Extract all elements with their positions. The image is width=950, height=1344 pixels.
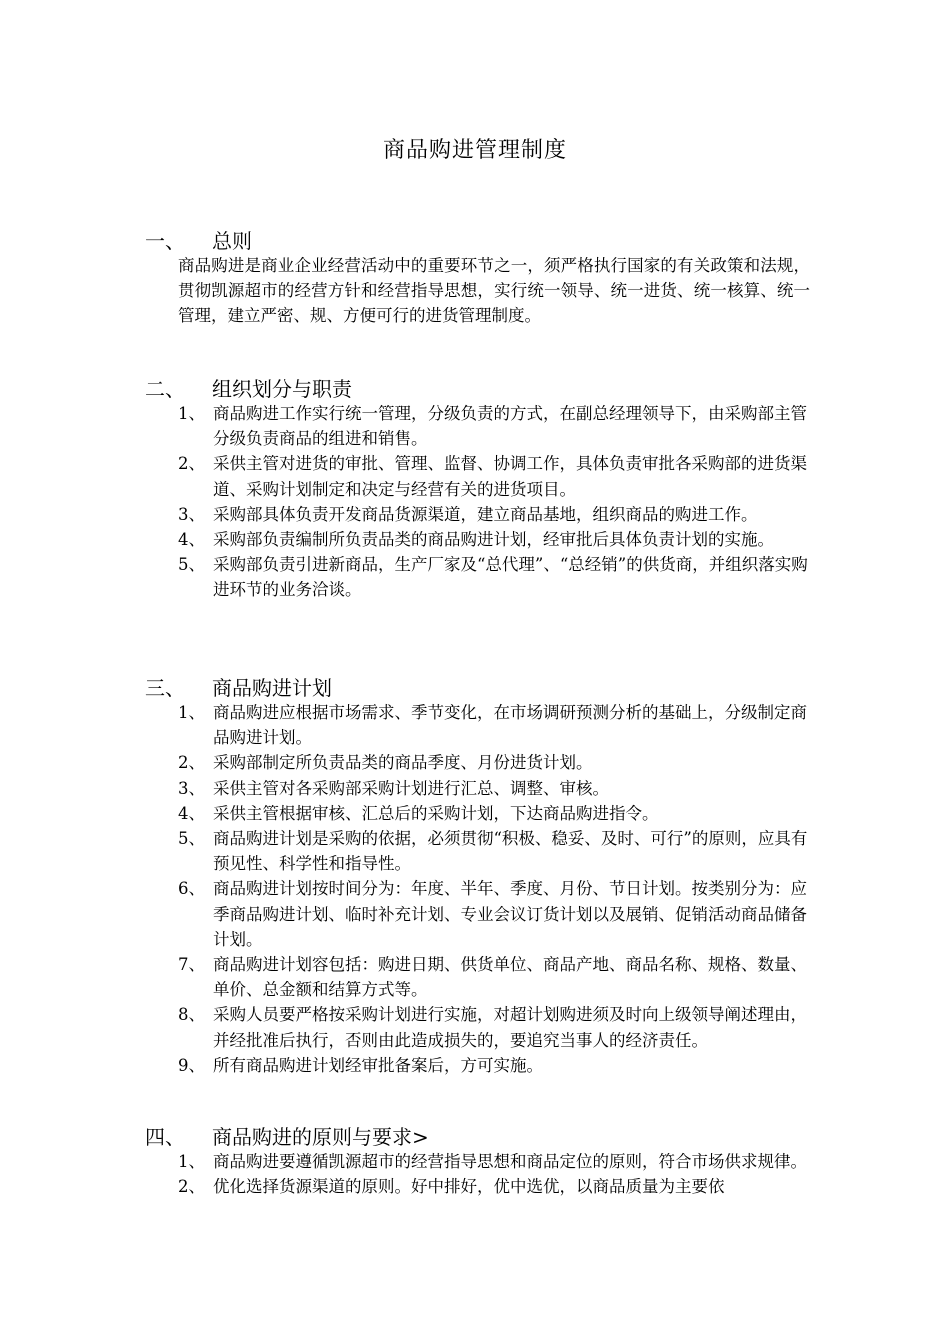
section-heading xyxy=(0,373,950,401)
item-text: 商品购进要遵循凯源超市的经营指导思想和商品定位的原则，符合市场供求规律。 xyxy=(213,1152,807,1171)
list-item xyxy=(0,801,950,826)
section-principles xyxy=(0,1121,950,1199)
item-text: 商品购进计划是采购的依据，必须贯彻“积极、稳妥、及时、可行”的原则，应具有预见性、科学性和指导性。 xyxy=(213,829,808,874)
section-title: 商品购进的原则与要求> xyxy=(212,1125,429,1149)
item-text: 优化选择货源渠道的原则。好中排好，优中选优，以商品质量为主要依 xyxy=(213,1177,725,1197)
document-title: 商品购进管理制度 xyxy=(382,138,567,163)
item-text: 采购部负责编制所负责品类的商品购进计划，经审批后具体负责计划的实施。 xyxy=(213,530,774,550)
item-text: 采供主管对进货的审批、管理、监督、协调工作，具体负责审批各采购部的进货渠道、采购计划制定和决定与经营有关的进货项目。 xyxy=(213,454,807,499)
section-title: 总则 xyxy=(212,229,252,253)
item-number: 5、 xyxy=(178,555,205,575)
list-item xyxy=(0,401,950,451)
item-text: 采供主管对各采购部采购计划进行汇总、调整、审核。 xyxy=(213,778,609,798)
item-text: 采购部具体负责开发商品货源渠道，建立商品基地，组织商品的购进工作。 xyxy=(213,504,758,524)
item-number: 8、 xyxy=(178,1005,205,1025)
item-number: 7、 xyxy=(178,955,205,975)
list-item xyxy=(0,451,950,501)
section-general xyxy=(0,225,950,329)
section-title: 商品购进计划 xyxy=(212,676,332,700)
list-item xyxy=(0,750,950,775)
section-heading xyxy=(0,225,950,253)
item-text: 采购部制定所负责品类的商品季度、月份进货计划。 xyxy=(213,753,593,773)
item-number: 6、 xyxy=(178,879,205,899)
item-number: 2、 xyxy=(178,1177,205,1197)
section-title: 组织划分与职责 xyxy=(212,377,352,401)
list-item xyxy=(0,826,950,876)
list-item xyxy=(0,952,950,1002)
item-text: 采供主管根据审核、汇总后的采购计划，下达商品购进指令。 xyxy=(213,803,659,823)
section-organization xyxy=(0,373,950,603)
item-number: 1、 xyxy=(178,404,205,423)
item-text: 商品购进计划容包括：购进日期、供货单位、商品产地、商品名称、规格、数量、单价、总金额和结算方式等。 xyxy=(213,955,807,1000)
section-number: 三、 xyxy=(145,676,185,700)
list-item xyxy=(0,1002,950,1052)
section-number: 四、 xyxy=(145,1125,185,1149)
list-item xyxy=(0,527,950,552)
item-number: 1、 xyxy=(178,1152,205,1171)
item-text: 商品购进计划按时间分为：年度、半年、季度、月份、节日计划。按类别分为：应季商品购进计划、临时补充计划、专业会议订货计划以及展销、促销活动商品储备计划。 xyxy=(213,879,807,949)
section-heading xyxy=(0,1121,950,1149)
list-item xyxy=(0,502,950,527)
list-item xyxy=(0,876,950,952)
item-number: 1、 xyxy=(178,703,205,722)
list-item xyxy=(0,552,950,602)
list-item xyxy=(0,776,950,801)
list-item xyxy=(0,1174,950,1199)
list-item xyxy=(0,700,950,750)
item-text: 商品购进应根据市场需求、季节变化，在市场调研预测分析的基础上，分级制定商品购进计划。 xyxy=(213,703,807,748)
item-list xyxy=(0,401,950,603)
item-number: 2、 xyxy=(178,454,205,474)
item-text: 采购部负责引进新商品，生产厂家及“总代理”、“总经销”的供货商，并组织落实购进环节的业务洽谈。 xyxy=(213,555,808,600)
item-number: 3、 xyxy=(178,778,205,798)
section-number: 二、 xyxy=(145,377,185,401)
item-number: 4、 xyxy=(178,803,205,823)
item-number: 2、 xyxy=(178,753,205,773)
list-item xyxy=(0,1149,950,1174)
item-text: 采购人员要严格按采购计划进行实施，对超计划购进须及时向上级领导阐述理由，并经批准后执行，否则由此造成损失的，要追究当事人的经济责任。 xyxy=(213,1005,807,1050)
item-number: 5、 xyxy=(178,829,205,849)
item-text: 所有商品购进计划经审批备案后，方可实施。 xyxy=(213,1055,543,1075)
section-purchase-plan xyxy=(0,672,950,1078)
item-number: 3、 xyxy=(178,504,205,524)
item-list xyxy=(0,1149,950,1199)
item-number: 9、 xyxy=(178,1055,205,1075)
list-item xyxy=(0,1053,950,1078)
section-number: 一、 xyxy=(145,229,185,253)
section-paragraph: 商品购进是商业企业经营活动中的重要环节之一，须严格执行国家的有关政策和法规，贯彻凯源超市的经营方针和经营指导思想，实行统一领导、统一进货、统一核算、统一管理，建立严密、规、方便可行的进货管理制度。 xyxy=(178,256,810,326)
section-heading xyxy=(0,672,950,700)
item-list xyxy=(0,700,950,1078)
item-text: 商品购进工作实行统一管理，分级负责的方式，在副总经理领导下，由采购部主管分级负责商品的组进和销售。 xyxy=(213,404,807,449)
item-number: 4、 xyxy=(178,530,205,550)
